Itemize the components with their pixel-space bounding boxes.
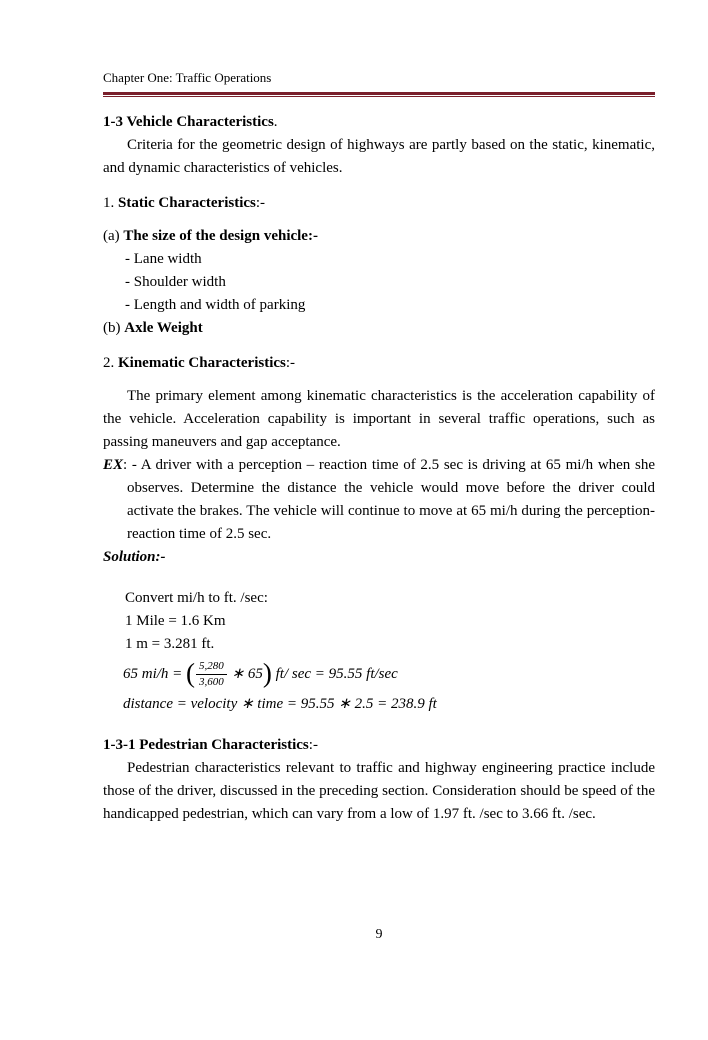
solution-line: 1 Mile = 1.6 Km bbox=[125, 613, 226, 629]
page-footer bbox=[103, 923, 655, 946]
formula1-lhs: 65 mi/h = bbox=[123, 665, 187, 682]
fraction bbox=[196, 660, 227, 689]
pedestrian-heading-suffix: :- bbox=[308, 737, 318, 753]
kinematic-heading-title: Kinematic Characteristics bbox=[118, 355, 286, 371]
static-heading-title: Static Characteristics bbox=[118, 195, 256, 211]
section-heading-vehicle-period: . bbox=[273, 114, 278, 130]
static-item-b bbox=[103, 317, 655, 340]
static-item-a bbox=[103, 225, 655, 248]
kinematic-paragraph: The primary element among kinematic characteristics is the acceleration capability of the vehicle. Acceleration capability is important in several traffic operations, such as passing maneuvers and gap acceptance. bbox=[103, 388, 655, 450]
fraction-numerator: 5,280 bbox=[196, 660, 227, 675]
solution-label: Solution:- bbox=[103, 549, 166, 565]
example-text: : - A driver with a perception – reaction time of 2.5 sec is driving at 65 mi/h when she observes. Determine the distance the vehicle would move before the driver could activate the brakes. The vehicle will continue to move at 65 mi/h during the perception-reaction time of 2.5 sec. bbox=[123, 457, 655, 542]
section-heading-vehicle-text: 1-3 Vehicle Characteristics bbox=[103, 114, 274, 130]
formula1-mult: ∗ 65 bbox=[227, 665, 263, 682]
example-paragraph bbox=[103, 454, 655, 546]
static-item-a-text: The size of the design vehicle:- bbox=[123, 228, 318, 244]
document-body bbox=[103, 111, 655, 826]
example-label: EX bbox=[103, 457, 124, 473]
list-item: - Length and width of parking bbox=[125, 297, 306, 313]
formula-distance: distance = velocity ∗ time = 95.55 ∗ 2.5 = 238.9 ft bbox=[123, 696, 437, 712]
chapter-header-text: Chapter One: Traffic Operations bbox=[103, 70, 272, 85]
static-heading-suffix: :- bbox=[255, 195, 266, 211]
static-heading-number: 1. bbox=[103, 195, 118, 211]
kinematic-heading bbox=[103, 352, 655, 375]
header-rule-thin bbox=[103, 96, 655, 97]
solution-line: Convert mi/h to ft. /sec: bbox=[125, 590, 268, 606]
close-paren: ) bbox=[262, 657, 272, 688]
section-heading-vehicle bbox=[103, 111, 655, 134]
vehicle-intro-paragraph: Criteria for the geometric design of highways are partly based on the static, kinematic, and dynamic characteristics of vehicles. bbox=[103, 137, 655, 176]
static-item-b-prefix: (b) bbox=[103, 320, 125, 336]
kinematic-heading-number: 2. bbox=[103, 355, 118, 371]
pedestrian-heading bbox=[103, 734, 655, 757]
fraction-denominator: 3,600 bbox=[199, 676, 224, 688]
static-heading bbox=[103, 192, 655, 215]
pedestrian-heading-text: 1-3-1 Pedestrian Characteristics bbox=[103, 737, 309, 753]
static-item-b-text: Axle Weight bbox=[124, 320, 203, 336]
list-item: - Shoulder width bbox=[125, 274, 226, 290]
formula-speed-conversion bbox=[123, 657, 655, 689]
solution-line: 1 m = 3.281 ft. bbox=[125, 636, 215, 652]
pedestrian-paragraph: Pedestrian characteristics relevant to traffic and highway engineering practice include those of the driver, discussed in the preceding section. Consideration should be speed of the handicapped pedestrian, which can vary from a low of 1.97 ft. /sec to 3.66 ft. /sec. bbox=[103, 760, 655, 822]
open-paren: ( bbox=[186, 657, 196, 688]
formula1-rhs: ft/ sec = 95.55 ft/sec bbox=[271, 665, 398, 682]
static-item-a-prefix: (a) bbox=[103, 228, 124, 244]
page-number: 9 bbox=[375, 927, 383, 942]
kinematic-heading-suffix: :- bbox=[285, 355, 296, 371]
list-item: - Lane width bbox=[125, 251, 202, 267]
page-header bbox=[103, 70, 655, 97]
